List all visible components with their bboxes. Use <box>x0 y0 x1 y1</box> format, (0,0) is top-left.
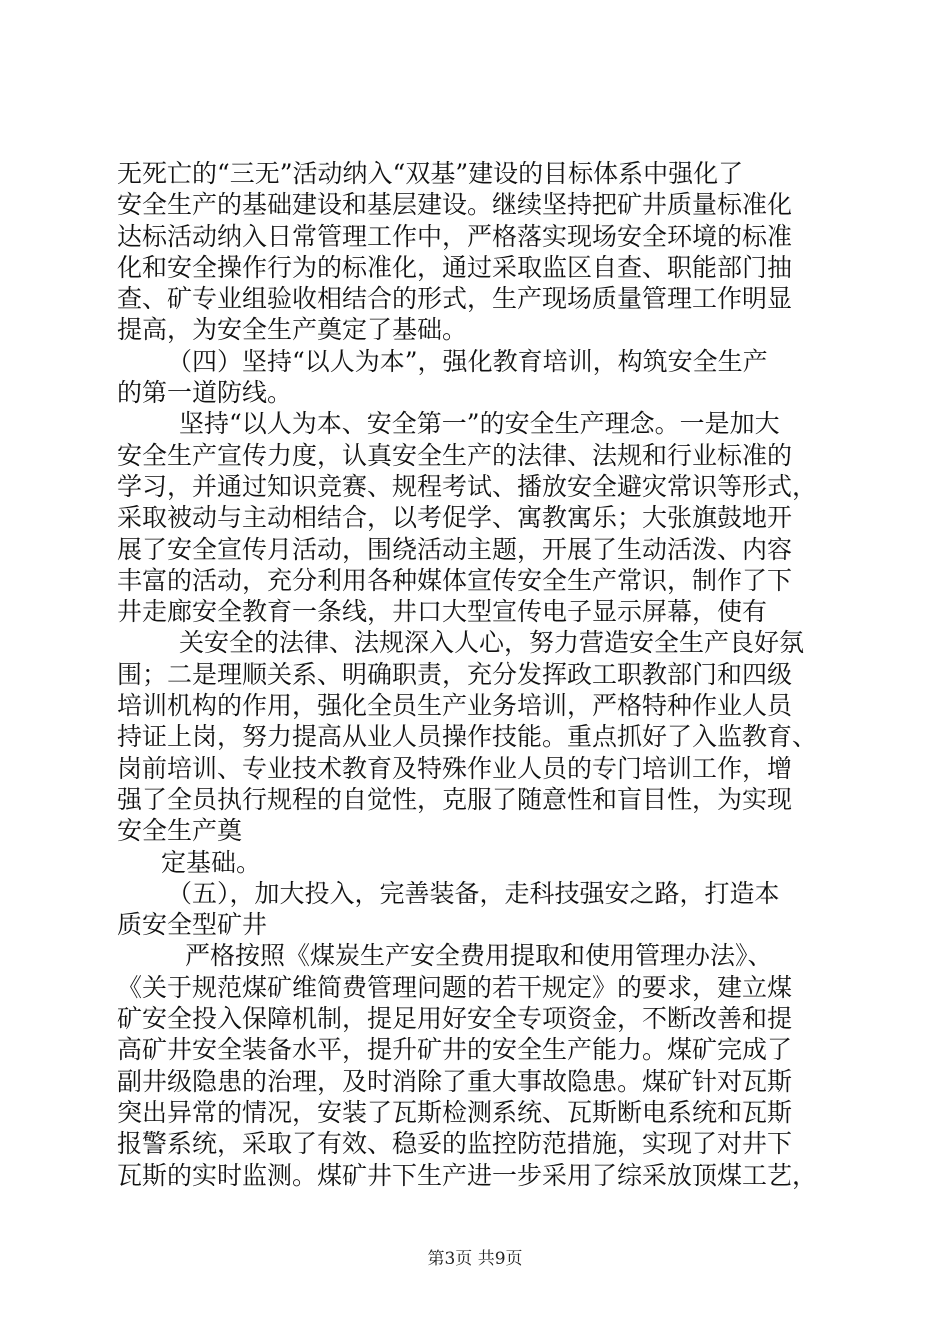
paragraph-start: 关安全的法律、法规深入人心，努力营造安全生产良好氛 <box>179 628 805 658</box>
text-line: 展了安全宣传月活动，围绕活动主题，开展了生动活泼、内容 <box>117 534 793 564</box>
text-line: 培训机构的作用，强化全员生产业务培训，严格特种作业人员 <box>117 691 793 721</box>
text-line: 学习，并通过知识竞赛、规程考试、播放安全避灾常识等形式， <box>117 471 818 501</box>
text-line: 围；二是理顺关系、明确职责，充分发挥政工职教部门和四级 <box>117 659 793 689</box>
text-line: 安全生产宣传力度，认真安全生产的法律、法规和行业标准的 <box>117 440 793 470</box>
text-line: 化和安全操作行为的标准化，通过采取监区自查、职能部门抽 <box>117 252 793 282</box>
section-heading-cont: 质安全型矿井 <box>117 910 268 940</box>
text-line: 安全生产的基础建设和基层建设。继续坚持把矿井质量标准化 <box>117 190 793 220</box>
text-line: 井走廊安全教育一条线，井口大型宣传电子显示屏幕，使有 <box>117 597 768 627</box>
text-line: 查、矿专业组验收相结合的形式，生产现场质量管理工作明显 <box>117 284 793 314</box>
text-line: 安全生产奠 <box>117 816 243 846</box>
text-line: 采取被动与主动相结合，以考促学、寓教寓乐；大张旗鼓地开 <box>117 503 793 533</box>
paragraph-start: 坚持“以人为本、安全第一”的安全生产理念。一是加大 <box>179 409 780 439</box>
text-line: 突出异常的情况，安装了瓦斯检测系统、瓦斯断电系统和瓦斯 <box>117 1097 793 1127</box>
text-line: 瓦斯的实时监测。煤矿井下生产进一步采用了综采放顶煤工艺， <box>117 1160 818 1190</box>
text-line: 岗前培训、专业技术教育及特殊作业人员的专门培训工作，增 <box>117 753 793 783</box>
text-line: 副井级隐患的治理，及时消除了重大事故隐患。煤矿针对瓦斯 <box>117 1066 793 1096</box>
text-line: 无死亡的“三无”活动纳入“双基”建设的目标体系中强化了 <box>117 159 744 188</box>
section-heading: （五），加大投入，完善装备，走科技强安之路，打造本 <box>167 878 780 908</box>
paragraph-start: 严格按照《煤炭生产安全费用提取和使用管理办法》、 <box>185 941 773 971</box>
text-line: 矿安全投入保障机制，提足用好安全专项资金，不断改善和提 <box>117 1004 793 1034</box>
text-line: 丰富的活动，充分利用各种媒体宣传安全生产常识，制作了下 <box>117 565 793 595</box>
text-line: 高矿井安全装备水平，提升矿井的安全生产能力。煤矿完成了 <box>117 1035 793 1065</box>
text-line: 《关于规范煤矿维简费管理问题的若干规定》的要求，建立煤 <box>117 972 793 1002</box>
text-line: 强了全员执行规程的自觉性，克服了随意性和盲目性，为实现 <box>117 784 793 814</box>
document-body <box>117 158 837 1191</box>
paragraph-start: 定基础。 <box>161 847 262 877</box>
section-heading-cont: 的第一道防线。 <box>117 378 293 408</box>
text-line: 提高，为安全生产奠定了基础。 <box>117 315 468 345</box>
section-heading: （四）坚持“以人为本”，强化教育培训，构筑安全生产 <box>167 346 768 376</box>
text-line: 报警系统，采取了有效、稳妥的监控防范措施，实现了对井下 <box>117 1129 793 1159</box>
text-line: 达标活动纳入日常管理工作中，严格落实现场安全环境的标准 <box>117 221 793 251</box>
text-line: 持证上岗，努力提高从业人员操作技能。重点抓好了入监教育、 <box>117 722 818 752</box>
page-number-footer: 第3页 共9页 <box>427 1249 523 1269</box>
